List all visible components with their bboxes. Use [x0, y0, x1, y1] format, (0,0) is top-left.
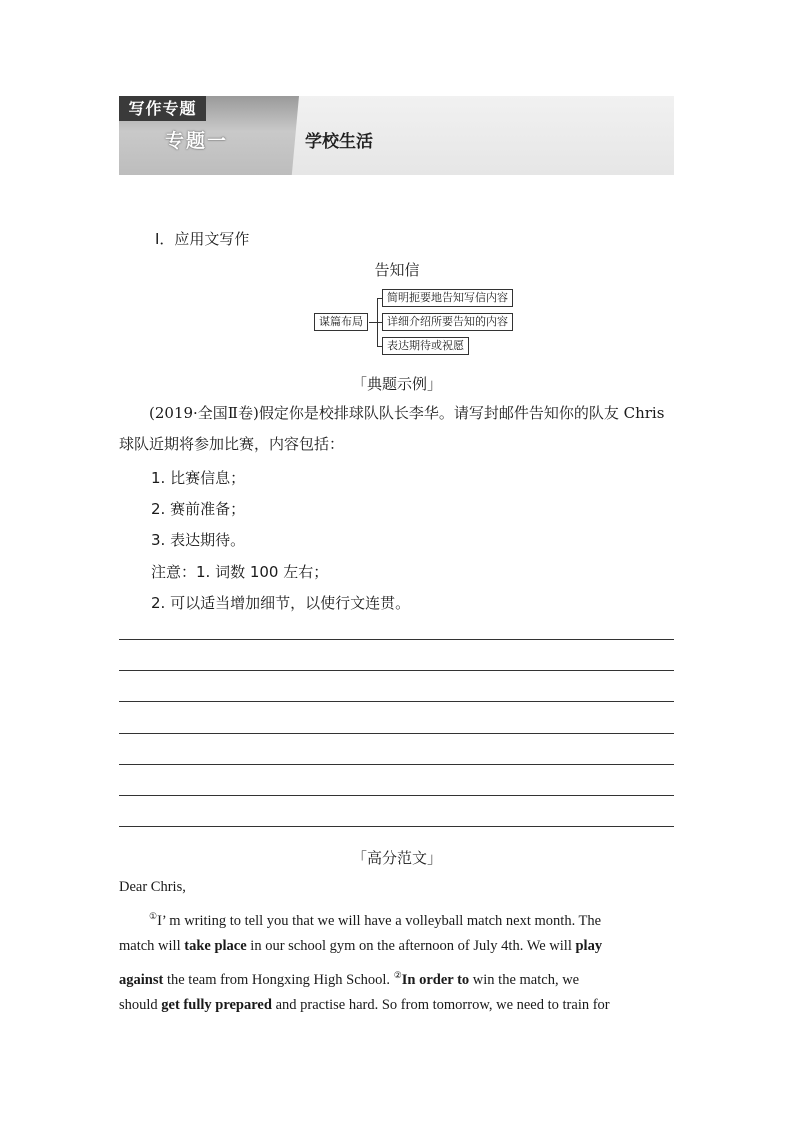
answer-line — [119, 826, 674, 827]
model-label: 「高分范文」 — [351, 849, 442, 867]
prompt-item: 3. 表达期待。 — [151, 531, 246, 549]
key-phrase: against — [119, 971, 164, 988]
prompt-item: 1. 比赛信息； — [151, 469, 246, 487]
key-phrase: take place — [184, 938, 247, 954]
key-phrase: play — [575, 938, 603, 954]
answer-line — [119, 701, 674, 702]
example-label: 「典题示例」 — [351, 375, 442, 393]
answer-line — [119, 639, 674, 640]
answer-line — [119, 670, 674, 671]
diagram-branch: 简明扼要地告知写信内容 — [382, 289, 513, 307]
prompt-note: 注意：1. 词数 100 左右； — [151, 563, 329, 581]
prompt-line-2: 球队近期将参加比赛，内容包括： — [119, 435, 345, 453]
prompt-item: 2. 赛前准备； — [151, 500, 246, 518]
banner-title: 学校生活 — [305, 132, 373, 152]
model-line: match will take place in our school gym on the afternoon of July 4th. We will play — [119, 938, 603, 954]
key-phrase: get fully prepared — [161, 997, 272, 1013]
answer-line — [119, 795, 674, 796]
model-line: against the team from Hongxing High School. ②In order to win the match, we — [119, 970, 580, 988]
banner-topic: 专题一 — [165, 130, 229, 152]
banner-tag: 写作专题 — [119, 96, 206, 121]
key-phrase: In order to — [401, 971, 470, 988]
answer-line — [119, 733, 674, 734]
prompt-note: 2. 可以适当增加细节，以使行文连贯。 — [151, 594, 411, 612]
answer-line — [119, 764, 674, 765]
topic-banner — [119, 96, 674, 175]
section-heading: Ⅰ．应用文写作 — [155, 230, 250, 248]
document-type-title: 告知信 — [374, 261, 420, 279]
diagram-branch: 表达期待或祝愿 — [382, 337, 469, 355]
model-line: ①I’ m writing to tell you that we will have a volleyball match next month. The — [149, 911, 602, 929]
sentence-marker: ② — [393, 970, 402, 980]
sentence-marker: ① — [149, 911, 158, 921]
diagram-branch: 详细介绍所要告知的内容 — [382, 313, 513, 331]
salutation: Dear Chris, — [119, 879, 186, 895]
diagram-root: 谋篇布局 — [314, 313, 368, 331]
model-line: should get fully prepared and practise hard. So from tomorrow, we need to train for — [119, 997, 610, 1013]
prompt-line-1: (2019·全国Ⅱ卷)假定你是校排球队队长李华。请写封邮件告知你的队友 Chris — [149, 404, 665, 422]
